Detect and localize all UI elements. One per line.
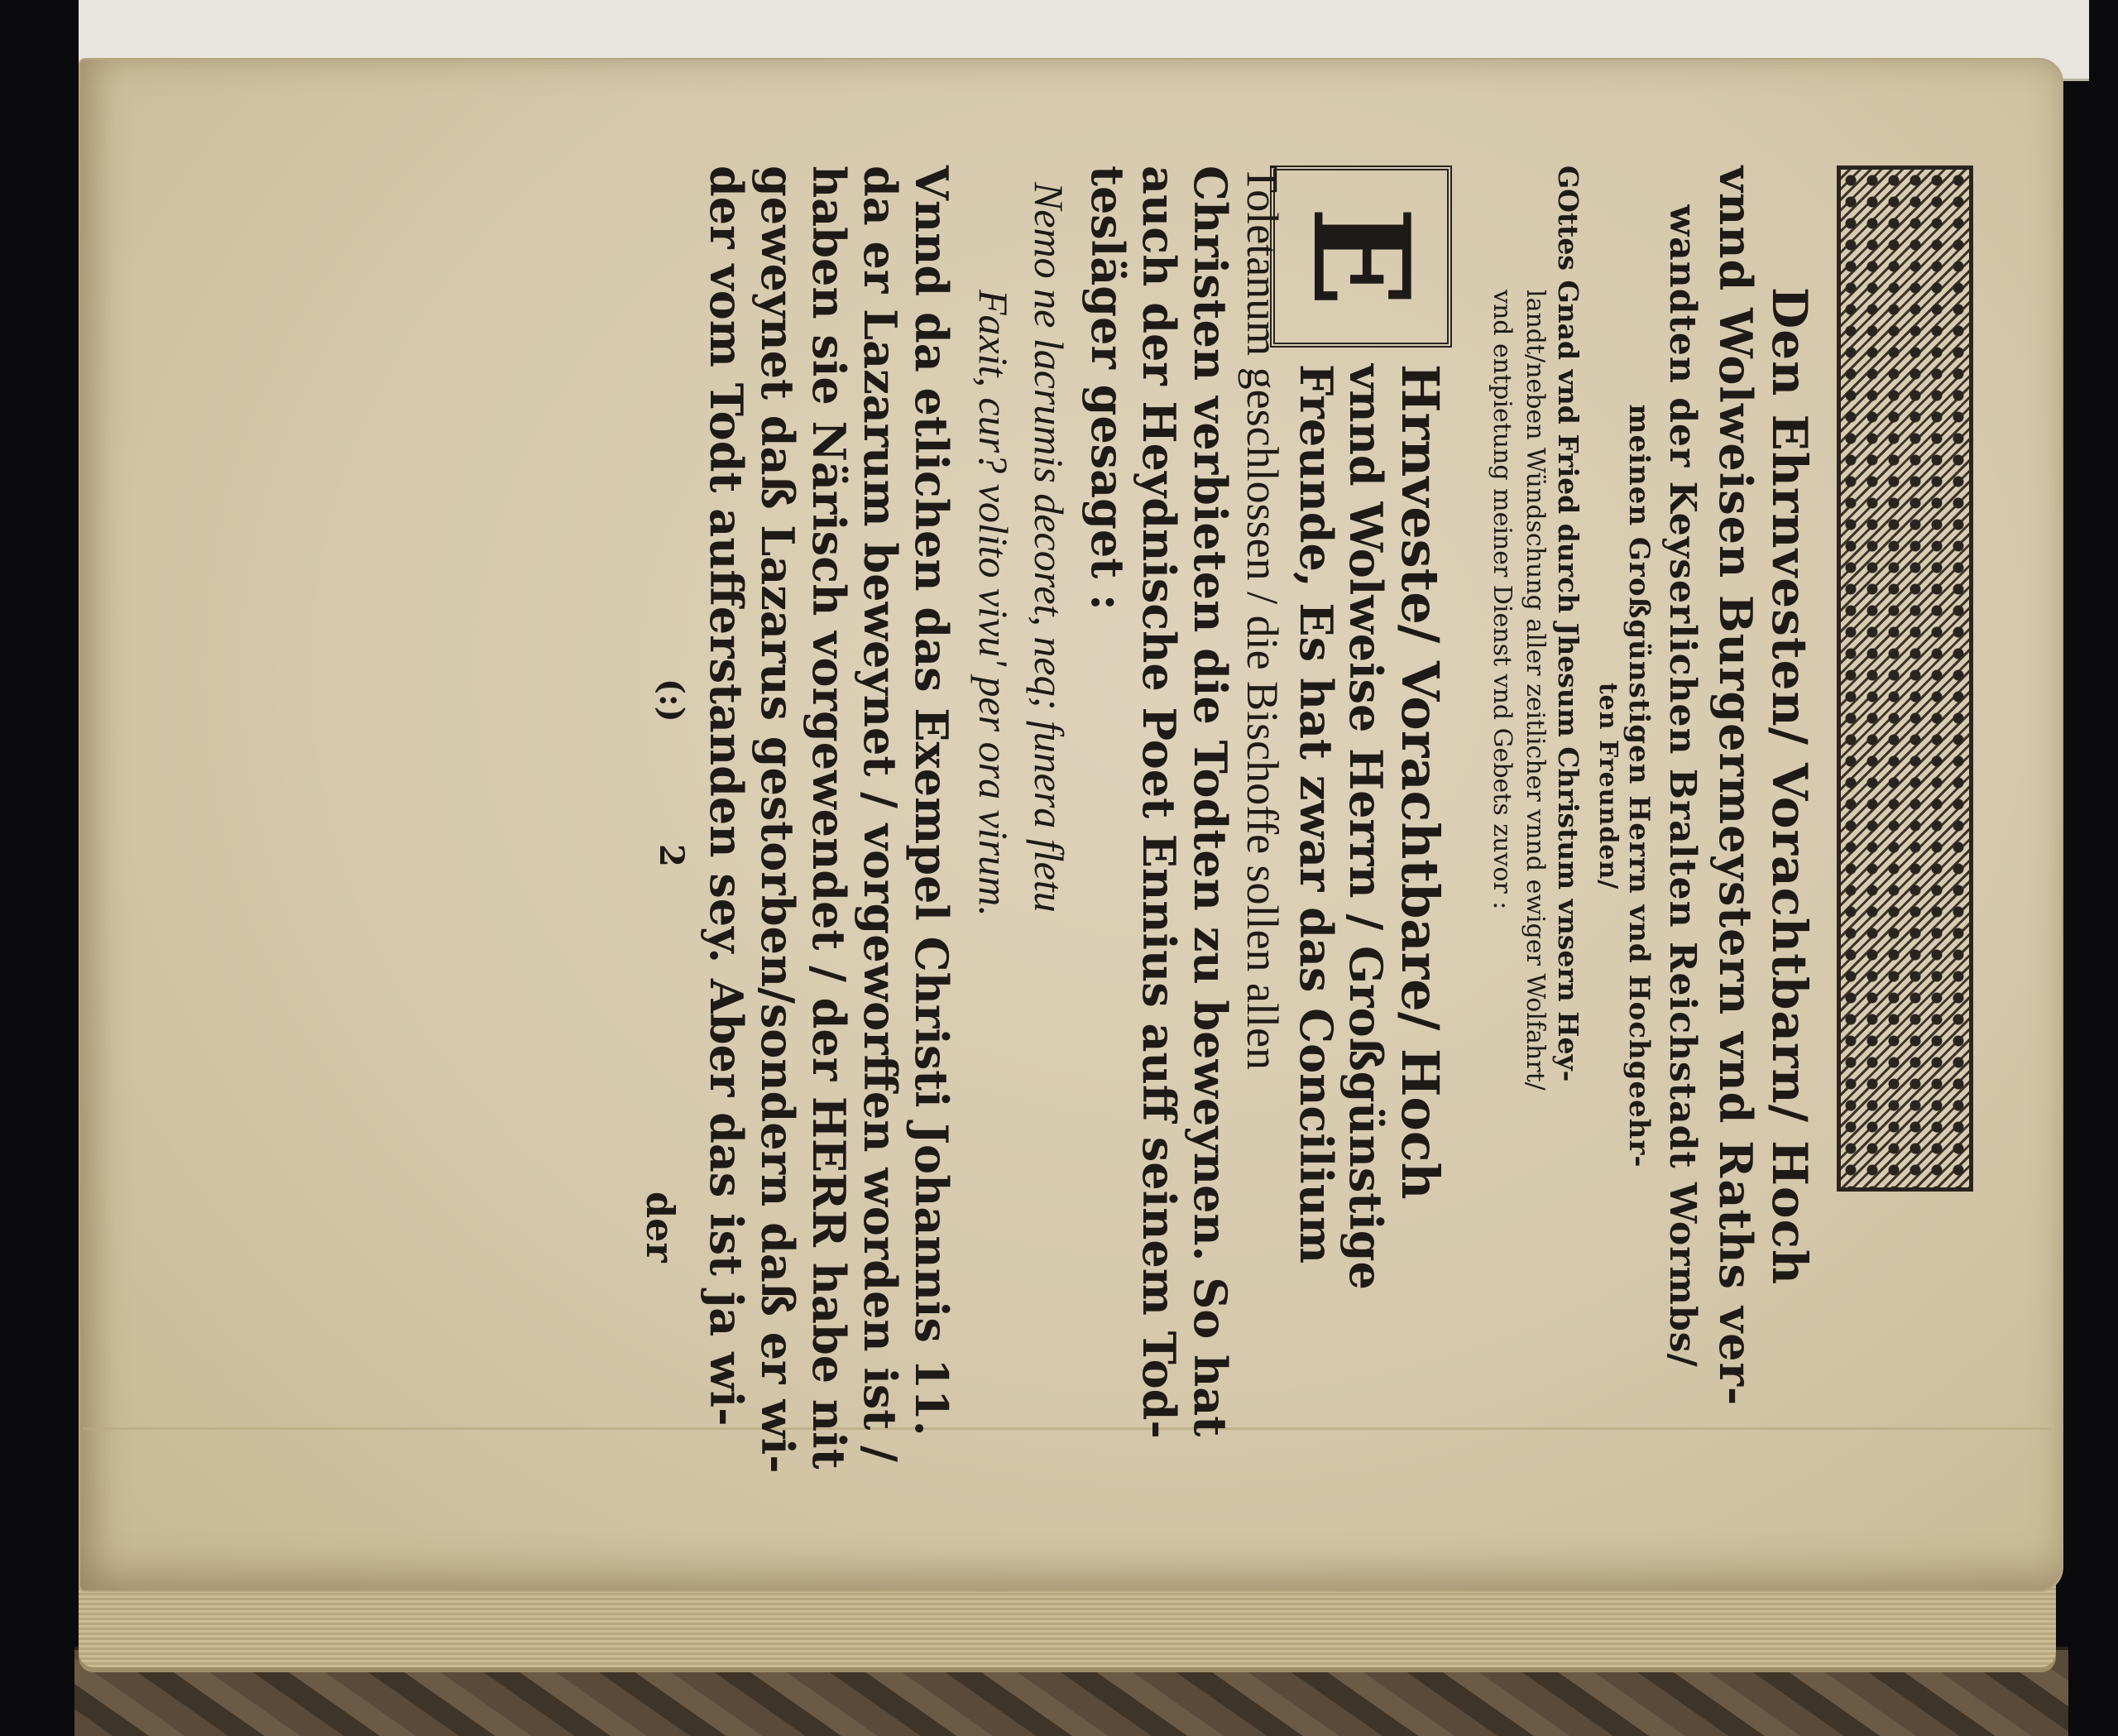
greeting-line-3: vnd entpietung meiner Dienst vnd Gebets zuvor : [1488,290,1517,910]
catchword: der [638,1192,683,1263]
latin-quote-line-2: Faxit, cur? volito vivu' per ora virum. [970,290,1017,917]
body-line-3: Freunde, Es hat zwar das Concilium [1290,364,1343,1264]
body-line-1: Hrnveste/ Vorachtbare/ Hoch [1390,364,1450,1200]
greeting-line-2: landt/neben Wündschung aller zeitlicher vnnd ewiger Wolfahrt/ [1521,290,1550,1091]
signature-mark: (:) [652,679,691,722]
body-line-2: vnnd Wolweise Herrn / Großgünstige [1339,364,1392,1290]
greeting-line-1: GOttes Gnad vnd Fried durch Jhesum Christum vnsern Hey- [1552,165,1584,1082]
continuation-line-5: der vom Todt aufferstanden sey. Aber das ist ja wi- [700,165,753,1427]
ornamental-border-band [1837,165,1973,1192]
latin-quote-line-1: Nemo ne lacrumis decoret, neq; funera fletu [1026,182,1072,913]
decorated-initial: E [1270,165,1452,348]
title-line-4: meinen Großgünstigen Herrn vnd Hochgeehr- [1622,404,1656,1168]
continuation-line-1: Vnnd da etlichen das Exempel Christi Johannis 11. [905,165,958,1436]
body-line-5: Christen verbieten die Todten zu beweynen. So hat [1184,165,1237,1437]
continuation-line-3: haben sie Närisch vorgewendet / der HERR habe nit [803,165,855,1470]
title-line-1: Den Ehrnvesten/ Vorachtbarn/ Hoch [1761,286,1818,1286]
title-line-5: ten Freunden/ [1593,682,1622,890]
body-line-7: tesläger gesaget : [1081,165,1134,611]
page-fold-line [83,1427,2052,1430]
page-number: 2 [652,844,691,867]
title-line-2: vnnd Wolweisen Burgermeystern vnd Raths ver- [1709,165,1762,1407]
title-line-3: wandten der Keyserlichen Bralten Reichstadt Wormbs/ [1661,204,1704,1368]
rotated-text-block [319,165,1973,1474]
body-line-6: auch der Heydnische Poet Ennius auff seinem Tod- [1133,165,1186,1439]
continuation-line-4: geweynet daß Lazarus gestorben/sondern daß er wi- [751,165,804,1474]
body-line-4: Toletanum geschlossen / die Bischoffe sollen allen [1238,165,1287,1070]
greeting-paragraph [1485,165,1584,1407]
continuation-line-2: da er Lazarum beweynet / vorgeworffen worden ist / [854,165,907,1462]
